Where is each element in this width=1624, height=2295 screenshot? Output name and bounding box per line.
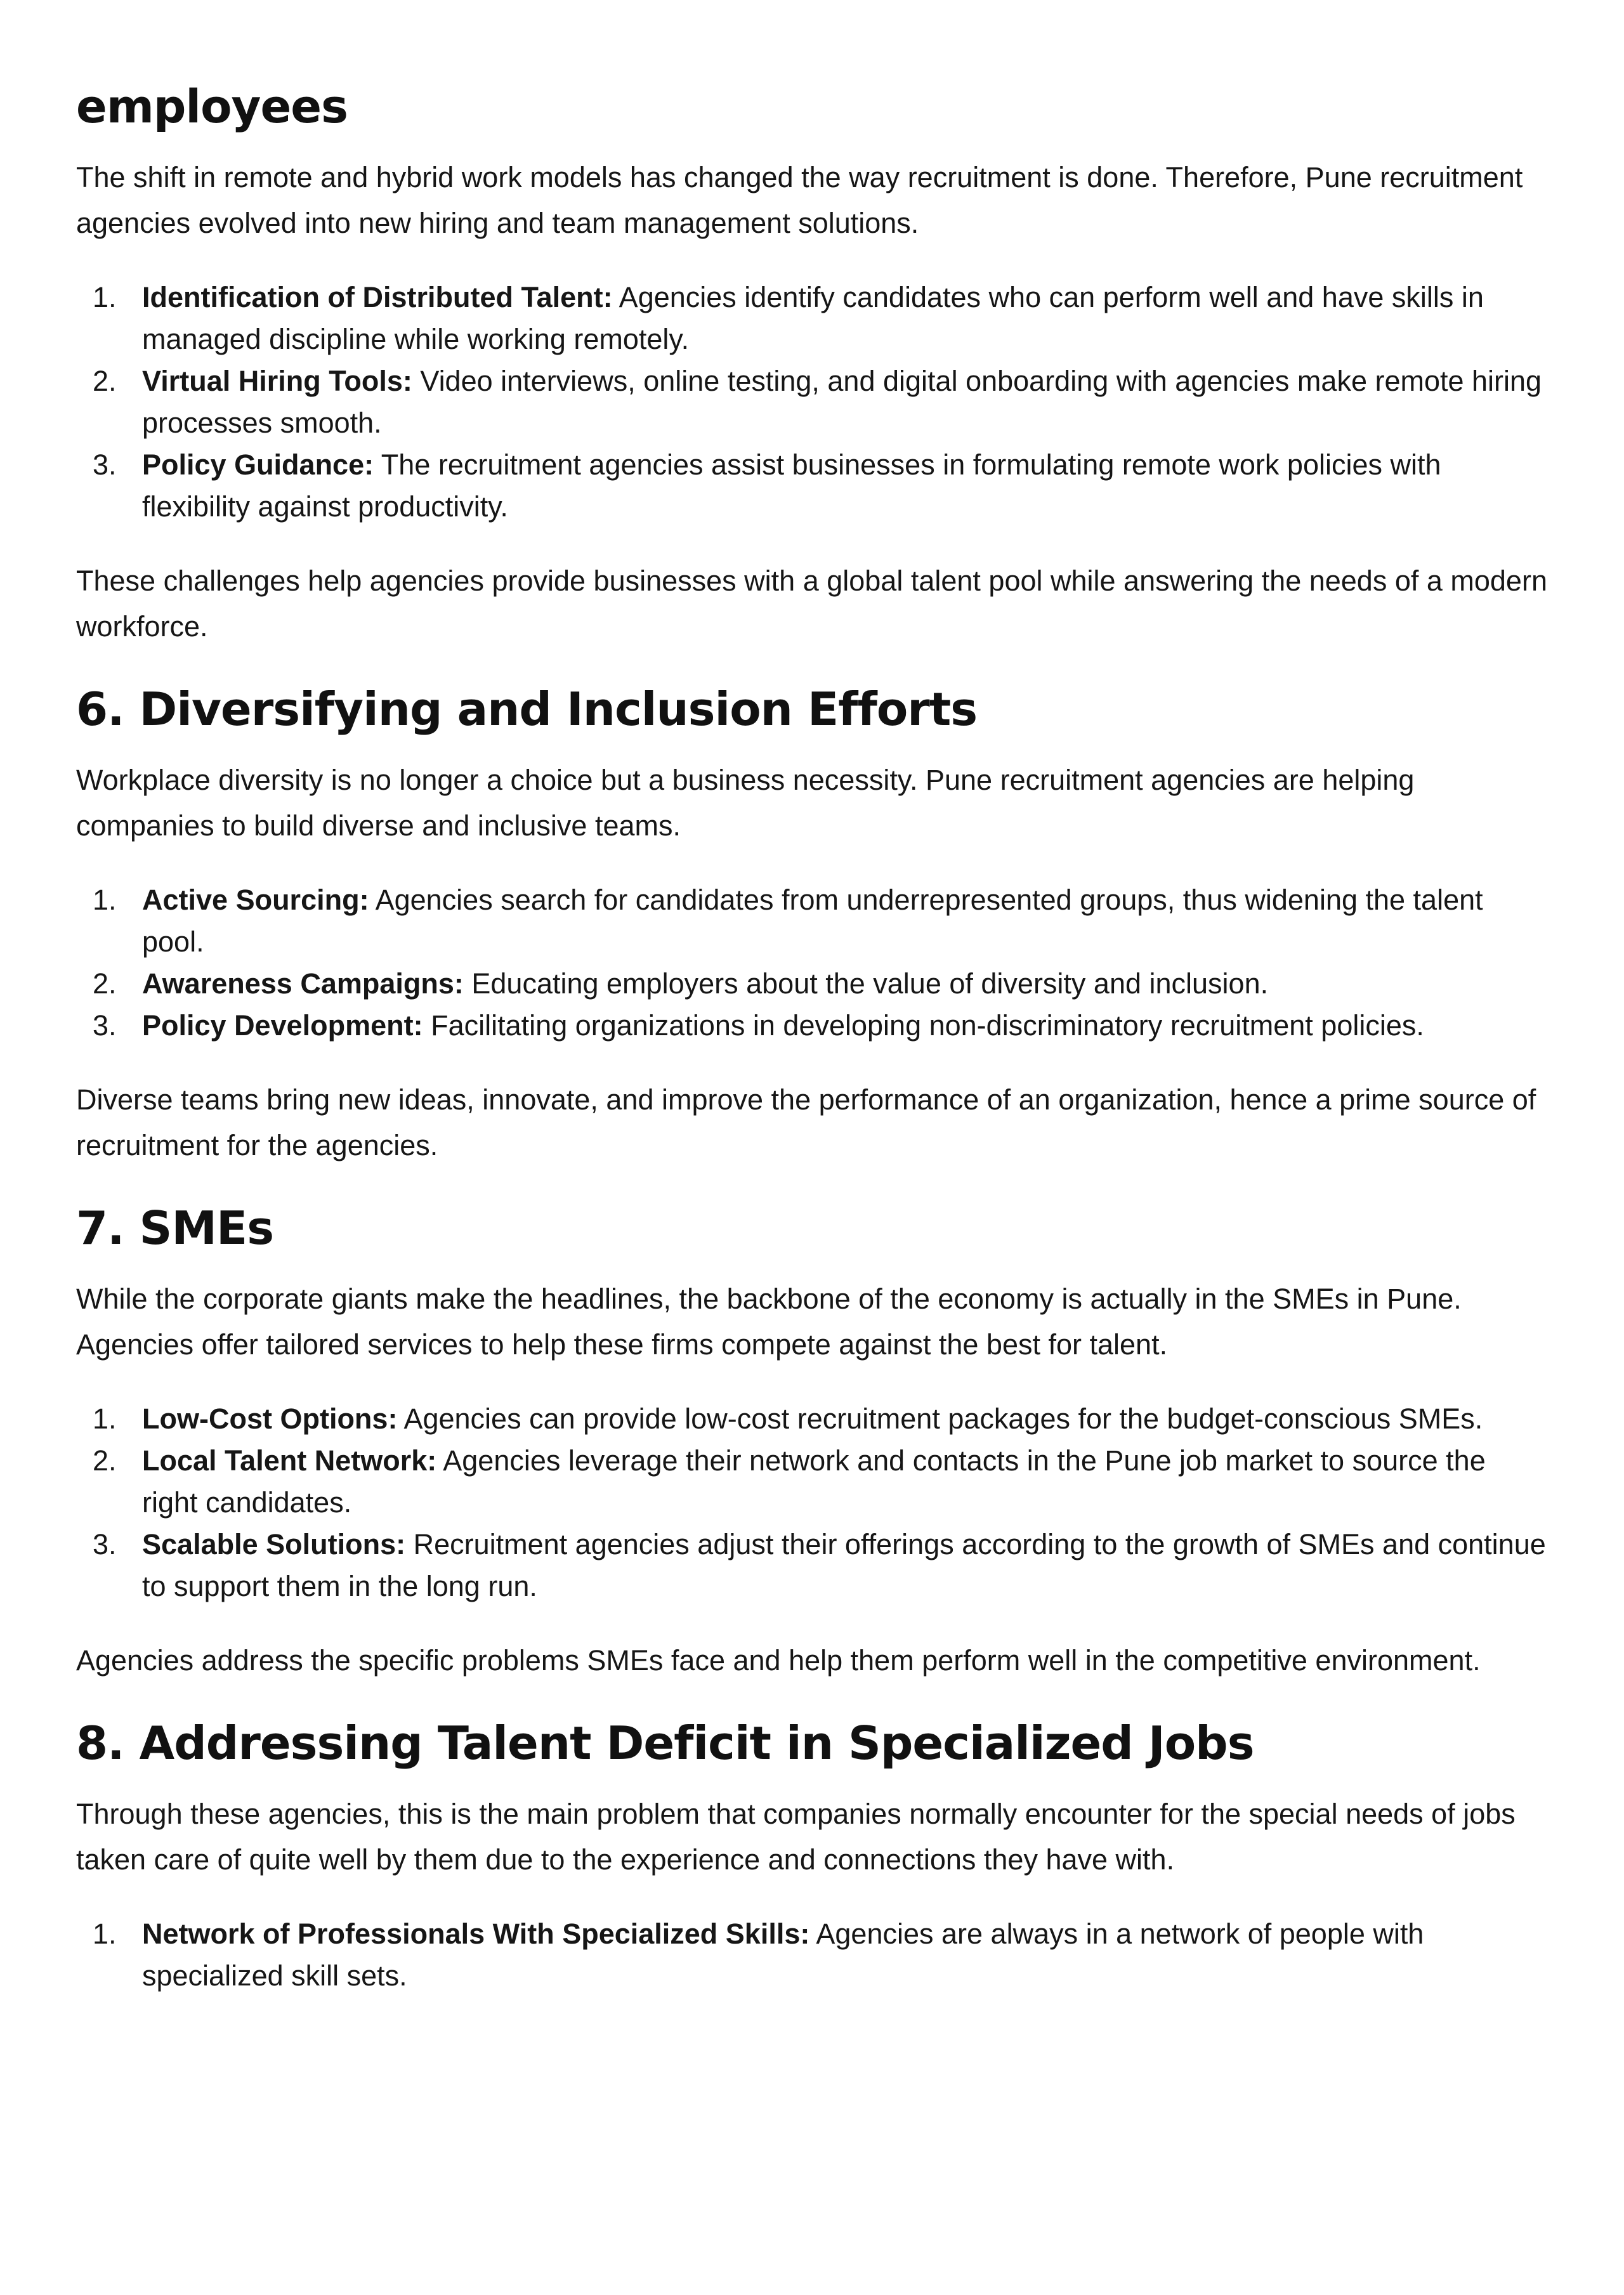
list-item (76, 963, 1548, 1005)
list-item-text: Agencies leverage their network and contacts in the Pune job market to source the right candidates. (142, 1444, 1486, 1519)
section-intro: Workplace diversity is no longer a choice but a business necessity. Pune recruitment agencies are helping companies to build diverse and inclusive teams. (76, 764, 1415, 842)
list-item (76, 879, 1548, 963)
section-diversity-inclusion (76, 680, 1548, 1168)
list-number: 2. (93, 365, 117, 397)
list-item-text: Agencies can provide low-cost recruitment packages for the budget-conscious SMEs. (397, 1403, 1483, 1435)
list-item-term: Low-Cost Options: (142, 1403, 398, 1435)
list-item (76, 444, 1548, 528)
list-number: 3. (93, 1009, 117, 1042)
list-item-term: Identification of Distributed Talent: (142, 281, 613, 313)
section-heading: employees (76, 80, 348, 133)
list-number: 1. (93, 281, 117, 313)
section-heading: 6. Diversifying and Inclusion Efforts (76, 683, 978, 736)
list-item-term: Policy Guidance: (142, 448, 374, 481)
list-item-term: Active Sourcing: (142, 884, 369, 916)
section-remote-work (76, 77, 1548, 650)
list-number: 1. (93, 1403, 117, 1435)
list-item (76, 1398, 1548, 1440)
list-item-text: Agencies search for candidates from underrepresented groups, thus widening the talent pool. (142, 884, 1483, 958)
list-item-term: Local Talent Network: (142, 1444, 437, 1477)
list-item (76, 277, 1548, 360)
list-number: 1. (93, 884, 117, 916)
section-intro: Through these agencies, this is the main problem that companies normally encounter for the special needs of jobs taken care of quite well by them due to the experience and connections they have with. (76, 1798, 1516, 1876)
list-item (76, 1913, 1548, 1997)
section-smes (76, 1199, 1548, 1684)
list-number: 1. (93, 1918, 117, 1950)
list-item-text: Agencies are always in a network of people with specialized skill sets. (142, 1918, 1424, 1992)
list-item-text: Agencies identify candidates who can perform well and have skills in managed discipline while working remotely. (142, 281, 1484, 355)
section-outro: Agencies address the specific problems SMEs face and help them perform well in the competitive environment. (76, 1644, 1481, 1677)
section-specialized-jobs (76, 1714, 1548, 1997)
section-heading: 7. SMEs (76, 1201, 274, 1255)
list-item-text: The recruitment agencies assist businesses in formulating remote work policies with flexibility against productivity. (142, 448, 1441, 523)
section-outro: Diverse teams bring new ideas, innovate, and improve the performance of an organization, hence a prime source of recruitment for the agencies. (76, 1083, 1536, 1161)
list-item-term: Awareness Campaigns: (142, 967, 464, 1000)
numbered-list (76, 1913, 1548, 1997)
list-item-text: Educating employers about the value of diversity and inclusion. (463, 967, 1269, 1000)
section-outro: These challenges help agencies provide businesses with a global talent pool while answering the needs of a modern workforce. (76, 565, 1547, 643)
list-item-term: Network of Professionals With Specialized Skills: (142, 1918, 810, 1950)
numbered-list (76, 1398, 1548, 1607)
list-number: 3. (93, 448, 117, 481)
list-item-term: Virtual Hiring Tools: (142, 365, 412, 397)
section-intro: While the corporate giants make the headlines, the backbone of the economy is actually in the SMEs in Pune. Agencies offer tailored services to help these firms compete against the best for talent. (76, 1283, 1462, 1361)
list-item-text: Recruitment agencies adjust their offerings according to the growth of SMEs and continue to support them in the long run. (142, 1528, 1546, 1602)
list-item-text: Facilitating organizations in developing non-discriminatory recruitment policies. (422, 1009, 1424, 1042)
list-item (76, 1440, 1548, 1524)
section-heading: 8. Addressing Talent Deficit in Specialized Jobs (76, 1716, 1254, 1770)
list-number: 3. (93, 1528, 117, 1560)
list-number: 2. (93, 1444, 117, 1477)
list-item-term: Scalable Solutions: (142, 1528, 406, 1560)
list-item (76, 1005, 1548, 1047)
list-item-text: Video interviews, online testing, and digital onboarding with agencies make remote hiring processes smooth. (142, 365, 1542, 439)
list-number: 2. (93, 967, 117, 1000)
list-item (76, 360, 1548, 444)
numbered-list (76, 879, 1548, 1047)
list-item-term: Policy Development: (142, 1009, 423, 1042)
section-intro: The shift in remote and hybrid work models has changed the way recruitment is done. Therefore, Pune recruitment agencies evolved into new hiring and team management solutions. (76, 161, 1523, 239)
numbered-list (76, 277, 1548, 528)
list-item (76, 1524, 1548, 1607)
